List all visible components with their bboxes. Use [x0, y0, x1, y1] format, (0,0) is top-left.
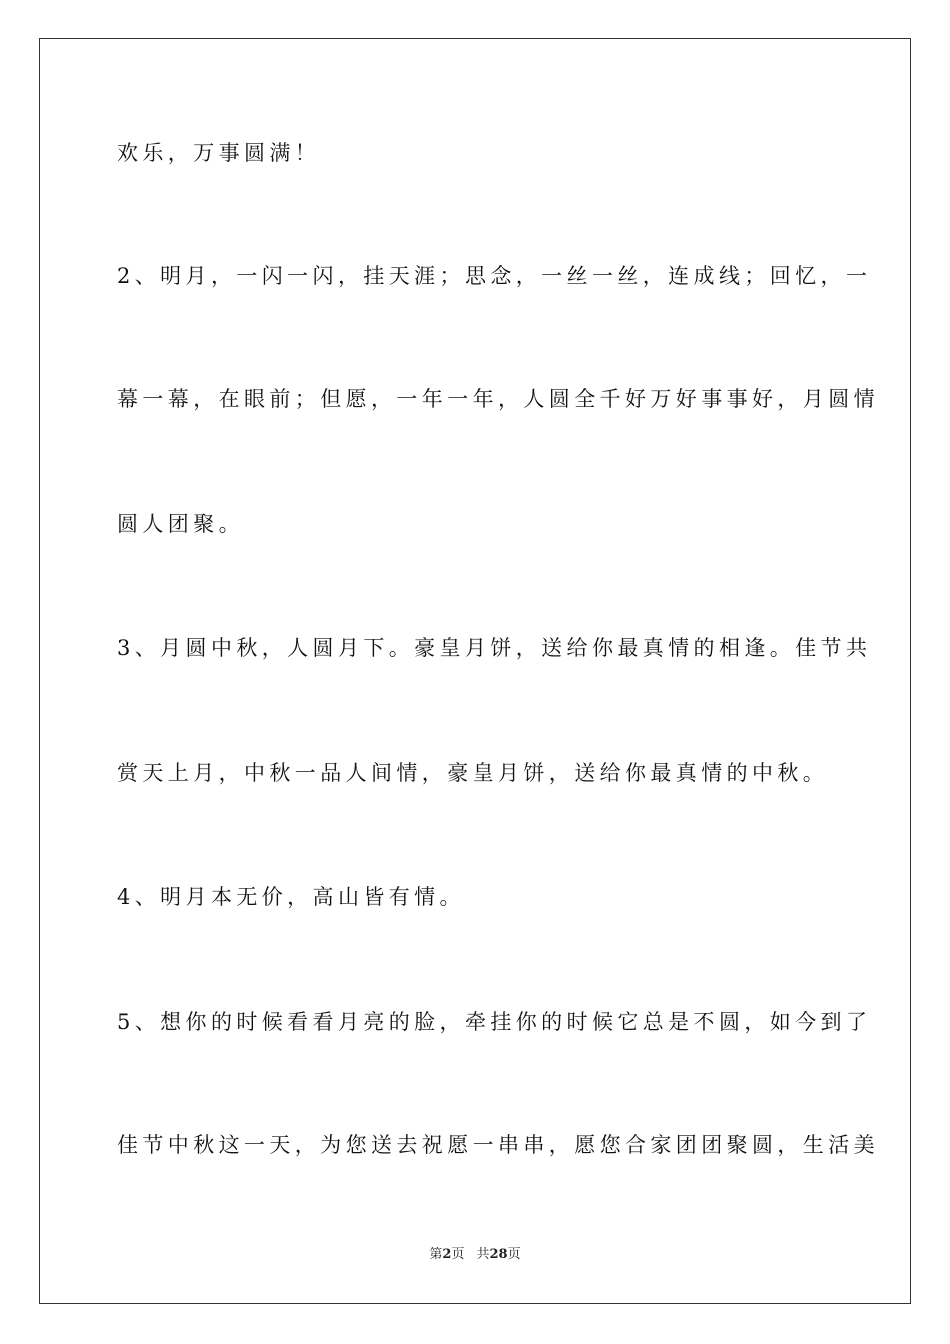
- total-suffix: 页: [507, 1247, 521, 1262]
- text-line-8: 5、想你的时候看看月亮的脸，牵挂你的时候它总是不圆，如今到了: [117, 1010, 872, 1034]
- total-prefix: 共: [476, 1247, 490, 1262]
- total-pages: 28: [489, 1247, 508, 1262]
- page-suffix: 页: [451, 1247, 465, 1262]
- page-prefix: 第: [429, 1247, 443, 1262]
- text-line-6: 赏天上月，中秋一品人间情，豪皇月饼，送给你最真情的中秋。: [117, 761, 829, 785]
- text-line-4: 圆人团聚。: [117, 512, 244, 536]
- text-line-1: 欢乐，万事圆满！: [117, 141, 321, 165]
- text-line-2: 2、明月，一闪一闪，挂天涯；思念，一丝一丝，连成线；回忆，一: [117, 264, 872, 288]
- text-line-9: 佳节中秋这一天，为您送去祝愿一串串，愿您合家团团聚圆，生活美: [117, 1133, 879, 1157]
- text-line-5: 3、月圆中秋，人圆月下。豪皇月饼，送给你最真情的相逢。佳节共: [117, 636, 872, 660]
- page-number: 2: [442, 1247, 452, 1262]
- page-footer: [0, 1246, 950, 1264]
- text-line-7: 4、明月本无价，高山皆有情。: [117, 885, 465, 909]
- text-line-3: 幕一幕，在眼前；但愿，一年一年，人圆全千好万好事事好，月圆情: [117, 387, 879, 411]
- page-frame: [39, 38, 911, 1304]
